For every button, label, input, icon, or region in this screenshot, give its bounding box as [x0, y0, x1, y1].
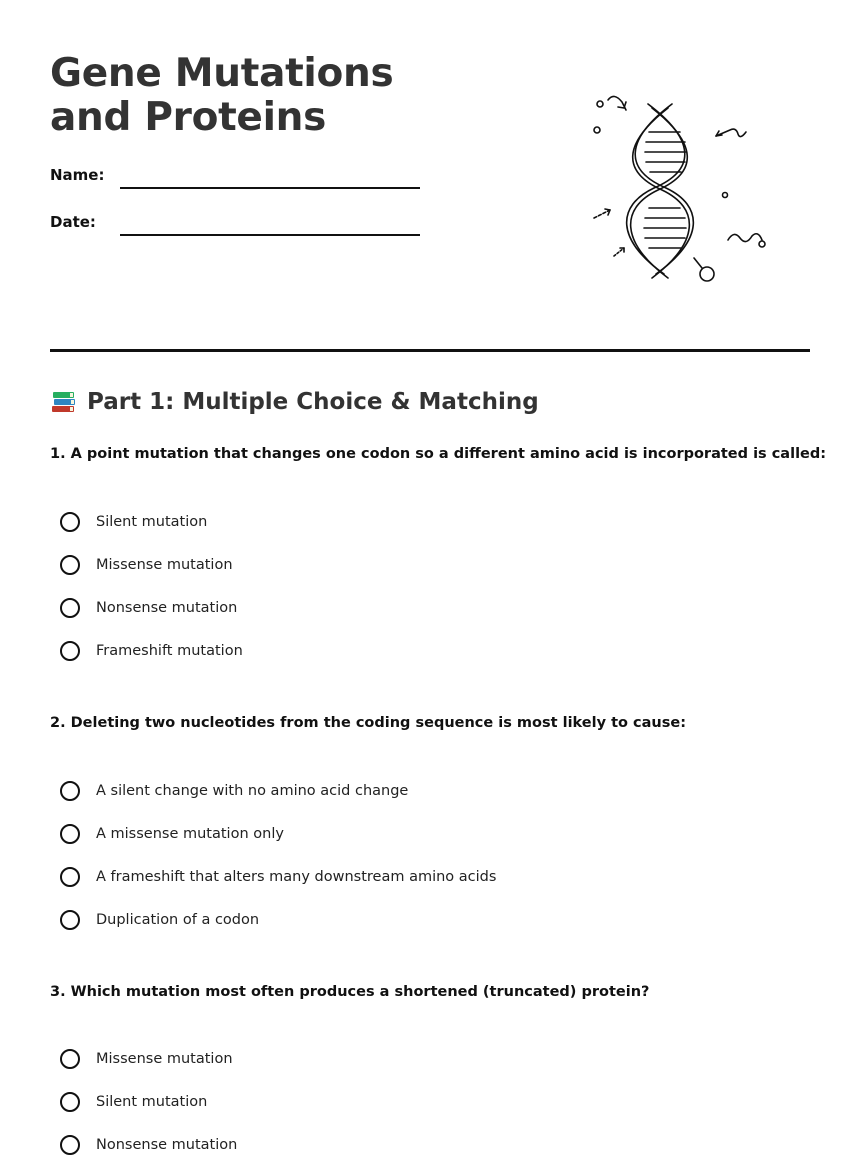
option-label: Frameshift mutation	[96, 643, 243, 659]
question-3-option[interactable]	[60, 1046, 233, 1072]
question-1-prompt: 1. A point mutation that changes one codon so a different amino acid is incorporated is called:	[50, 446, 827, 462]
name-line[interactable]	[120, 187, 420, 189]
radio-button[interactable]	[60, 910, 80, 930]
question-1-option[interactable]	[60, 509, 207, 535]
radio-button[interactable]	[60, 867, 80, 887]
question-3-option[interactable]	[60, 1132, 237, 1158]
part1-title: Part 1: Multiple Choice & Matching	[87, 389, 539, 415]
option-label: A missense mutation only	[96, 826, 284, 842]
worksheet-header	[50, 51, 470, 231]
option-label: Nonsense mutation	[96, 600, 238, 616]
name-field	[50, 166, 420, 196]
radio-button[interactable]	[60, 1135, 80, 1155]
question-1-option[interactable]	[60, 638, 243, 664]
radio-button[interactable]	[60, 641, 80, 661]
radio-button[interactable]	[60, 598, 80, 618]
worksheet-title: Gene Mutations and Proteins	[50, 51, 394, 140]
question-2-option[interactable]	[60, 821, 284, 847]
part1-heading	[50, 388, 539, 416]
date-field	[50, 213, 420, 243]
question-3-prompt: 3. Which mutation most often produces a shortened (truncated) protein?	[50, 984, 650, 1000]
section-divider	[50, 349, 810, 352]
question-2-prompt: 2. Deleting two nucleotides from the coding sequence is most likely to cause:	[50, 715, 687, 731]
date-label: Date:	[50, 213, 96, 231]
option-label: A silent change with no amino acid change	[96, 783, 409, 799]
option-label: Missense mutation	[96, 557, 233, 573]
radio-button[interactable]	[60, 512, 80, 532]
books-icon	[50, 388, 78, 416]
option-label: Silent mutation	[96, 1094, 208, 1110]
option-label: Silent mutation	[96, 514, 208, 530]
option-label: Missense mutation	[96, 1051, 233, 1067]
radio-button[interactable]	[60, 555, 80, 575]
date-line[interactable]	[120, 234, 420, 236]
option-label: A frameshift that alters many downstream amino acids	[96, 869, 497, 885]
radio-button[interactable]	[60, 1049, 80, 1069]
radio-button[interactable]	[60, 1092, 80, 1112]
question-1-option[interactable]	[60, 552, 233, 578]
question-2-option[interactable]	[60, 864, 496, 890]
question-3-option[interactable]	[60, 1089, 207, 1115]
option-label: Duplication of a codon	[96, 912, 260, 928]
question-2-option[interactable]	[60, 778, 408, 804]
name-label: Name:	[50, 166, 105, 184]
option-label: Nonsense mutation	[96, 1137, 238, 1153]
radio-button[interactable]	[60, 824, 80, 844]
dna-helix-illustration	[586, 90, 776, 290]
question-2-option[interactable]	[60, 907, 259, 933]
question-1-option[interactable]	[60, 595, 237, 621]
radio-button[interactable]	[60, 781, 80, 801]
